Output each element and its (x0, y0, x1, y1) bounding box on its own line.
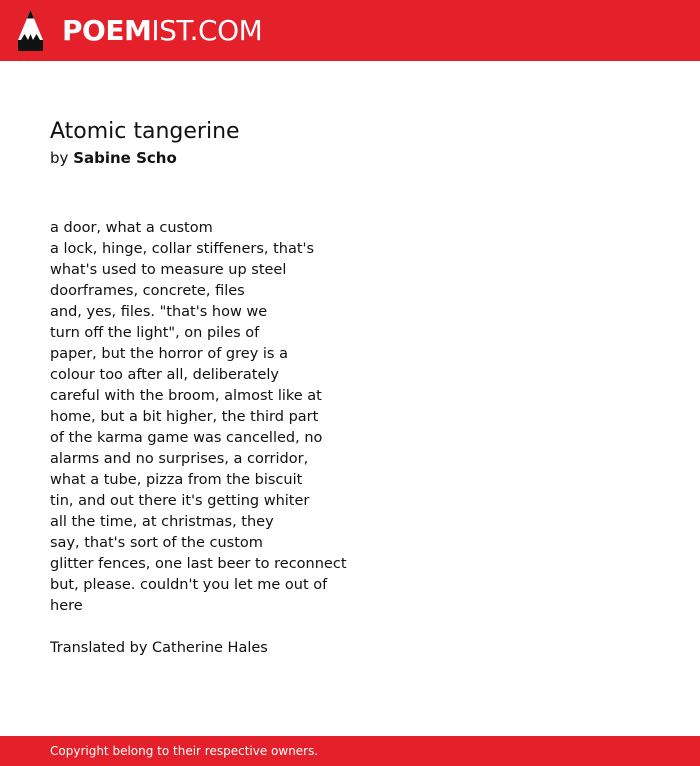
poem-line: doorframes, concrete, files (50, 283, 245, 299)
poem-line: say, that's sort of the custom (50, 535, 263, 551)
site-footer (0, 736, 700, 766)
poem-line: what's used to measure up steel (50, 262, 287, 278)
logo-light-text: IST.COM (151, 14, 263, 47)
poem-line: home, but a bit higher, the third part (50, 409, 319, 425)
poem-line: alarms and no surprises, a corridor, (50, 451, 309, 467)
poem-line: glitter fences, one last beer to reconnect (50, 556, 347, 572)
poem-line: a door, what a custom (50, 220, 213, 236)
poem-line: careful with the broom, almost like at (50, 388, 322, 404)
site-logo[interactable] (18, 10, 262, 51)
site-logo-text (62, 10, 262, 51)
poem-line: tin, and out there it's getting whiter (50, 493, 310, 509)
byline-prefix: by (50, 149, 69, 167)
poem-content (50, 116, 650, 659)
logo-bold-text: POEM (62, 14, 152, 47)
poem-line: of the karma game was cancelled, no (50, 430, 323, 446)
poem-line: turn off the light", on piles of (50, 325, 260, 341)
poem-line: here (50, 598, 83, 614)
poem-body (50, 218, 650, 617)
poem-line: colour too after all, deliberately (50, 367, 279, 383)
author-name[interactable]: Sabine Scho (73, 149, 177, 167)
copyright-text: Copyright belong to their respective owners. (50, 744, 319, 758)
byline (50, 147, 650, 169)
poem-line: paper, but the horror of grey is a (50, 346, 288, 362)
translator-credit: Translated by Catherine Hales (50, 640, 268, 656)
poem-line: a lock, hinge, collar stiffeners, that's (50, 241, 315, 257)
site-header (0, 0, 700, 61)
poem-line: and, yes, files. "that's how we (50, 304, 268, 320)
pencil-icon (18, 10, 43, 51)
poem-line: all the time, at christmas, they (50, 514, 274, 530)
poem-line: what a tube, pizza from the biscuit (50, 472, 303, 488)
poem-line: but, please. couldn't you let me out of (50, 577, 328, 593)
poem-title: Atomic tangerine (50, 119, 240, 144)
